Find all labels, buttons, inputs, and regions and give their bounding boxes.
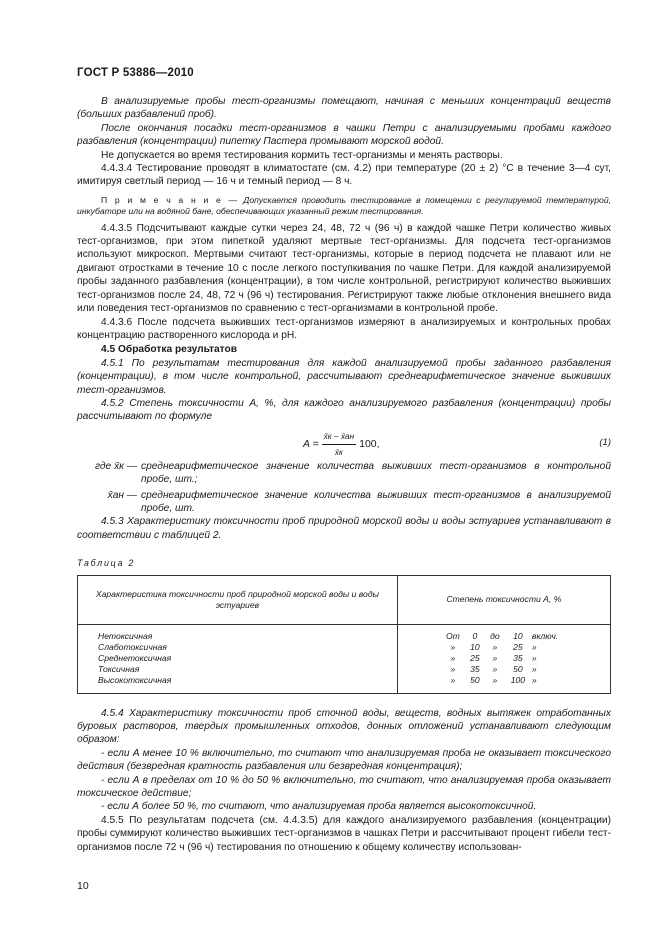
note [77, 195, 611, 218]
table-range-row: От 0 до 10 включ. [445, 630, 559, 641]
standard-header: ГОСТ Р 53886—2010 [77, 67, 194, 79]
table-names-column [78, 624, 398, 693]
symbol-xan: x̄ан — [107, 489, 137, 501]
paragraph-4-4-3-5: 4.4.3.5 Подсчитывают каждые сутки через 24, 48, 72 ч (96 ч) в каждой чашке Петри количество живых тест-организмов, при этом пипеткой удаляют мертвые тест-организмы. Для подсчета тест-организмов используют микроскоп. Мертвыми считают тест-организмы, которые в период подсчета не плавают или не двигают отростками в течение 10 с после легкого поступкивания по чашке Петри. Для каждой анализируемой пробы заданного разбавления (концентрации), в том числе контрольной, регистрируют количество выживших тест-организмов после 24, 48, 72 ч (96 ч) тестирования. Регистрируют также любые отклонения внешнего вида или поведения тест-организмов по сравнению с тест-организмами в контрольной пробе. [77, 222, 611, 315]
paragraph: Не допускается во время тестирования кормить тест-организмы и менять растворы. [101, 149, 503, 161]
bullet-item: - если А менее 10 % включительно, то считают что анализируемая проба не оказывает токсического действия (безвредная кратность разбавления или безвредная концентрация); [77, 747, 611, 773]
table-range-row: » 25 » 35 » [450, 653, 537, 663]
table-caption: Таблица 2 [77, 558, 136, 569]
note-label: П р и м е ч а н и е — [101, 194, 239, 205]
paragraph-4-5-2: 4.5.2 Степень токсичности А, %, для каждого анализируемого разбавления (концентрации) пробы рассчитывают по формуле [77, 397, 611, 423]
legend-definition: среднеарифметическое значение количества выживших тест-организмов в контрольной пробе, шт.; [141, 460, 611, 486]
paragraph-4-4-3-4: 4.4.3.4 Тестирование проводят в климатостате (см. 4.2) при температуре (20 ± 2) °С в течение 3—4 сут, имитируя светлый период — 16 ч и темный период — 8 ч. [77, 163, 611, 188]
toxicity-table [77, 575, 611, 694]
paragraph-4-5-5: 4.5.5 По результатам подсчета (см. 4.4.3.5) для каждого анализируемого разбавления (концентрации) пробы суммируют количество выживших тест-организмов в чашках Петри и рассчитывают процент гибели тест-организмов после 72 ч (96 ч) тестирования по отношению к общему количеству использован- [77, 814, 611, 853]
paragraph: После окончания посадки тест-организмов в чашки Петри с анализируемыми пробами каждого разбавления (концентрации) пипетку Пастера промывают морской водой. [77, 122, 611, 148]
formula-factor: 100, [359, 437, 380, 450]
equation-number: (1) [599, 436, 611, 448]
page-number: 10 [77, 880, 89, 892]
table-header-characteristic: Характеристика токсичности проб природной морской воды и воды эстуариев [78, 575, 398, 624]
paragraph-4-5-3: 4.5.3 Характеристику токсичности проб природной морской воды и воды эстуариев устанавливают в соответствии с таблицей 2. [77, 516, 611, 541]
table-range-row: » 35 » 50 » [450, 664, 537, 675]
toxicity-formula [303, 430, 380, 460]
table-cell-name: Высокотоксичная [98, 675, 172, 686]
table-range-row: » 50 » 100 » [450, 675, 537, 686]
formula-lhs: A = [303, 437, 319, 450]
bullet-item: - если А в пределах от 10 % до 50 % включительно, то считают, что анализируемая проба оказывает токсическое действие; [77, 774, 611, 800]
formula-fraction [322, 430, 356, 460]
note-text: Допускается проводить тестирование в помещении с регулируемой температурой, инкубаторе или на водяной бане, обеспечивающих указанный режим тестирования. [77, 194, 612, 217]
table-cell-name: Токсичная [98, 664, 140, 675]
table-header-degree: Степень токсичности А, % [397, 575, 610, 624]
legend-definition: среднеарифметическое значение количества выживших тест-организмов в анализируемой пробе, шт. [141, 489, 611, 514]
table-cell-name: Слаботоксичная [98, 641, 167, 652]
table-range-row: » 10 » 25 » [450, 641, 537, 652]
paragraph-4-5-1: 4.5.1 По результатам тестирования для каждой анализируемой пробы заданного разбавления (концентрации), в том числе контрольной, рассчитывают среднеарифметическое значение выживших тест-организмов. [77, 357, 611, 396]
legend-symbol [77, 460, 141, 487]
paragraph: В анализируемые пробы тест-организмы помещают, начиная с меньших концентраций веществ (больших разбавлений проб). [77, 96, 611, 121]
paragraph-4-5-4: 4.5.4 Характеристику токсичности проб сточной воды, веществ, водных вытяжек отработанных буровых растворов, твердых промышленных отходов, донных отложений устанавливают следующим образом: [77, 707, 611, 746]
section-heading: 4.5 Обработка результатов [101, 344, 238, 356]
symbol-xk: x̄к — [114, 460, 137, 472]
formula-denominator: x̄к [334, 448, 343, 458]
table-cell-name: Нетоксичная [98, 630, 153, 641]
formula-legend-2 [77, 489, 611, 516]
table-cell-name: Среднетоксичная [98, 653, 172, 663]
formula-block [77, 428, 611, 458]
paragraph-4-4-3-6: 4.4.3.6 После подсчета выживших тест-организмов измеряют в анализируемых и контрольных пробах концентрацию растворенного кислорода и pH. [77, 316, 611, 341]
formula-legend-1 [77, 460, 611, 487]
where-word: где [95, 460, 112, 472]
formula-numerator: x̄к − x̄ан [322, 430, 356, 445]
table-ranges-column [397, 624, 610, 693]
bullet-item: - если А более 50 %, то считают, что анализируемая проба является высокотоксичной. [101, 801, 537, 813]
page-content [77, 95, 611, 854]
